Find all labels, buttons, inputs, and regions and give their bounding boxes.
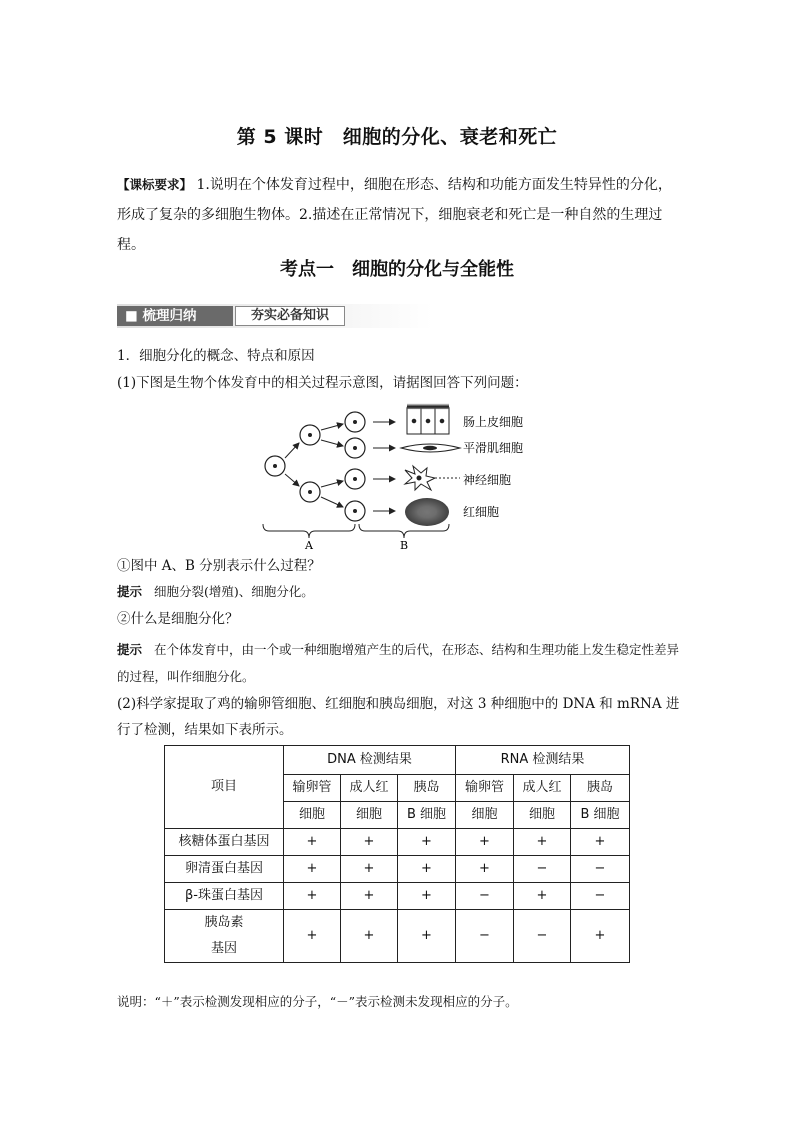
table-cell: + (398, 883, 456, 910)
cell-label-4: 红细胞 (463, 505, 500, 519)
table-cell: + (514, 883, 571, 910)
detection-table (164, 745, 630, 963)
hint-1-text: 细胞分裂(增殖)、细胞分化。 (154, 584, 314, 599)
header-item: 项目 (165, 746, 284, 829)
table-cell: + (284, 910, 341, 963)
table-cell: − (456, 910, 514, 963)
sub-header: 细胞 (341, 802, 398, 829)
table-note: 说明：“＋”表示检测发现相应的分子，“－”表示检测未发现相应的分子。 (117, 994, 518, 1009)
cell-label-1: 肠上皮细胞 (463, 415, 524, 429)
table-cell: − (456, 883, 514, 910)
table-cell: + (398, 856, 456, 883)
table-row (165, 910, 630, 963)
sub-header: 输卵管 (456, 775, 514, 802)
table-cell: + (398, 829, 456, 856)
label-a: A (305, 539, 313, 552)
row-name-line: 胰岛素 (204, 915, 244, 930)
table-cell: + (341, 910, 398, 963)
brace-a (263, 524, 355, 538)
question-1-intro: (1)下图是生物个体发育中的相关过程示意图，请据图回答下列问题： (117, 375, 528, 391)
cell-label-3: 神经细胞 (463, 473, 512, 487)
sub-header: B 细胞 (398, 802, 456, 829)
sub-header: 细胞 (284, 802, 341, 829)
cell-circles (265, 412, 365, 521)
header-dna: DNA 检测结果 (284, 746, 456, 775)
curriculum-requirements (117, 170, 685, 260)
row-name: β-珠蛋白基因 (165, 883, 284, 910)
table-cell: + (284, 883, 341, 910)
table-cell: + (341, 883, 398, 910)
sub-header: 成人红 (341, 775, 398, 802)
smooth-muscle-cell-shape (401, 444, 460, 452)
table-cell: + (284, 829, 341, 856)
table-cell: + (341, 856, 398, 883)
sub-header: 输卵管 (284, 775, 341, 802)
section-banner (117, 304, 433, 328)
hint-2-text: 在个体发育中，由一个或一种细胞增殖产生的后代，在形态、结构和生理功能上发生稳定性差异的过程，叫作细胞分化。 (117, 642, 680, 684)
banner-label: ■ 梳理归纳 (117, 306, 233, 326)
table-row (165, 829, 630, 856)
row-name-line: 基因 (210, 941, 237, 956)
table-cell: − (514, 910, 571, 963)
table-cell: − (514, 856, 571, 883)
sub-header: 胰岛 (571, 775, 630, 802)
hint-2-label: 提示 (117, 642, 143, 657)
table-cell: − (571, 883, 630, 910)
intestinal-epithelial-cell-shape (407, 405, 449, 434)
hint-1 (117, 582, 687, 602)
curriculum-text: 1.说明在个体发育过程中，细胞在形态、结构和功能方面发生特异性的分化，形成了复杂的多细胞生物体。2.描述在正常情况下，细胞衰老和死亡是一种自然的生理过程。 (117, 177, 672, 253)
banner-subtitle: 夯实必备知识 (235, 306, 345, 326)
table-cell: + (514, 829, 571, 856)
cell-label-2: 平滑肌细胞 (463, 441, 524, 455)
question-1-2: ②什么是细胞分化？ (117, 611, 239, 627)
question-2-intro: (2)科学家提取了鸡的输卵管细胞、红细胞和胰岛细胞，对这 3 种细胞中的 DNA 和 mRNA 进行了检测，结果如下表所示。 (117, 696, 680, 738)
label-b: B (400, 539, 409, 552)
red-blood-cell-shape (405, 498, 449, 526)
table-row (165, 856, 630, 883)
neuron-shape (405, 466, 460, 490)
table-cell: + (571, 910, 630, 963)
table-cell: + (341, 829, 398, 856)
header-rna: RNA 检测结果 (456, 746, 630, 775)
hint-2 (117, 636, 687, 690)
sub-header: 成人红 (514, 775, 571, 802)
sub-header: 细胞 (456, 802, 514, 829)
table-cell: + (456, 829, 514, 856)
sub-header: 细胞 (514, 802, 571, 829)
question-1-1: ①图中 A、B 分别表示什么过程？ (117, 558, 321, 574)
table-cell: + (398, 910, 456, 963)
page-title: 第 5 课时 细胞的分化、衰老和死亡 (236, 126, 558, 148)
cell-differentiation-diagram (255, 400, 555, 552)
row-name (165, 910, 284, 963)
item-heading: 1．细胞分化的概念、特点和原因 (117, 348, 315, 364)
sub-header: B 细胞 (571, 802, 630, 829)
hint-1-label: 提示 (117, 584, 143, 599)
table-row (165, 883, 630, 910)
section-title: 考点一 细胞的分化与全能性 (280, 259, 514, 280)
table-cell: − (571, 856, 630, 883)
table-header-row (165, 746, 630, 775)
sub-header: 胰岛 (398, 775, 456, 802)
row-name: 卵清蛋白基因 (165, 856, 284, 883)
table-cell: + (456, 856, 514, 883)
table-cell: + (571, 829, 630, 856)
row-name: 核糖体蛋白基因 (165, 829, 284, 856)
table-cell: + (284, 856, 341, 883)
brace-b (359, 524, 449, 538)
curriculum-tag: 【课标要求】 (117, 177, 193, 192)
